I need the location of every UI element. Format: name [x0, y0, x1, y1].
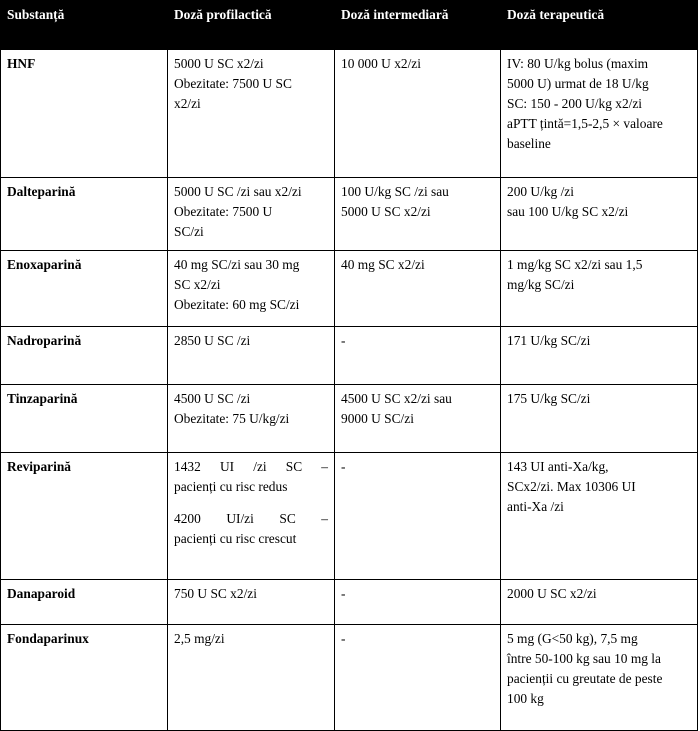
therapeutic-cell [501, 385, 698, 453]
cell-line: - [341, 459, 346, 474]
substance-cell: Tinzaparină [1, 385, 168, 453]
therapeutic-cell [501, 178, 698, 251]
prophylactic-cell [168, 453, 335, 580]
prophylactic-cell [168, 385, 335, 453]
therapeutic-cell [501, 625, 698, 731]
table-header [1, 1, 698, 50]
header-prophylactic-dose: Doză profilactică [168, 1, 335, 50]
cell-line: 200 U/kg /zi [507, 184, 574, 199]
cell-line: 2,5 mg/zi [174, 631, 225, 646]
therapeutic-cell [501, 50, 698, 178]
prophylactic-cell [168, 178, 335, 251]
substance-cell: Dalteparină [1, 178, 168, 251]
cell-line: x2/zi [174, 96, 201, 111]
therapeutic-cell [501, 327, 698, 385]
cell-line: 5000 U) urmat de 18 U/kg [507, 76, 649, 91]
cell-line: 175 U/kg SC/zi [507, 391, 591, 406]
header-substance: Substanță [1, 1, 168, 50]
cell-line: 40 mg SC x2/zi [341, 257, 425, 272]
table-row [1, 178, 698, 251]
cell-line: 2000 U SC x2/zi [507, 586, 597, 601]
cell-line: 9000 U SC/zi [341, 411, 414, 426]
substance-cell: Fondaparinux [1, 625, 168, 731]
table-row [1, 327, 698, 385]
therapeutic-cell [501, 251, 698, 327]
cell-line: - [341, 586, 346, 601]
cell-line: 5 mg (G<50 kg), 7,5 mg [507, 631, 638, 646]
header-row [1, 1, 698, 50]
cell-line: 5000 U SC /zi sau x2/zi [174, 184, 302, 199]
cell-line: 40 mg SC/zi sau 30 mg [174, 257, 300, 272]
intermediate-cell [335, 385, 501, 453]
paragraph-gap [174, 497, 328, 509]
cell-line: - [341, 631, 346, 646]
cell-line: 4500 U SC x2/zi sau [341, 391, 452, 406]
cell-line: sau 100 U/kg SC x2/zi [507, 204, 629, 219]
cell-line: 750 U SC x2/zi [174, 586, 257, 601]
table-row [1, 385, 698, 453]
cell-line: 4500 U SC /zi [174, 391, 251, 406]
cell-line: SC: 150 - 200 U/kg x2/zi [507, 96, 643, 111]
substance-cell: Enoxaparină [1, 251, 168, 327]
substance-cell: Reviparină [1, 453, 168, 580]
cell-line: pacienții cu greutate de peste [507, 671, 663, 686]
intermediate-cell [335, 178, 501, 251]
therapeutic-cell [501, 580, 698, 625]
cell-line: - [341, 333, 346, 348]
cell-line: mg/kg SC/zi [507, 277, 575, 292]
cell-line: Obezitate: 7500 U SC [174, 76, 292, 91]
intermediate-cell [335, 251, 501, 327]
table-row [1, 625, 698, 731]
table-row [1, 251, 698, 327]
cell-line: aPTT țintă=1,5-2,5 × valoare [507, 116, 663, 131]
cell-line: 143 UI anti-Xa/kg, [507, 459, 609, 474]
cell-line: pacienți cu risc redus [174, 479, 288, 494]
intermediate-cell [335, 580, 501, 625]
cell-line: SC/zi [174, 224, 204, 239]
cell-line: 2850 U SC /zi [174, 333, 251, 348]
therapeutic-cell [501, 453, 698, 580]
cell-line: IV: 80 U/kg bolus (maxim [507, 56, 649, 71]
intermediate-cell [335, 50, 501, 178]
prophylactic-cell [168, 327, 335, 385]
intermediate-cell [335, 327, 501, 385]
cell-line: pacienți cu risc crescut [174, 531, 297, 546]
substance-cell: Danaparoid [1, 580, 168, 625]
prophylactic-cell [168, 580, 335, 625]
cell-line: SCx2/zi. Max 10306 UI [507, 479, 636, 494]
intermediate-cell [335, 453, 501, 580]
prophylactic-cell [168, 251, 335, 327]
cell-line: Obezitate: 60 mg SC/zi [174, 297, 300, 312]
prophylactic-cell [168, 50, 335, 178]
cell-line: SC x2/zi [174, 277, 221, 292]
cell-line: 10 000 U x2/zi [341, 56, 421, 71]
cell-line: 171 U/kg SC/zi [507, 333, 591, 348]
cell-line: baseline [507, 136, 551, 151]
cell-line: 5000 U SC x2/zi [341, 204, 431, 219]
prophylactic-cell [168, 625, 335, 731]
cell-line: 4200 UI/zi SC – [174, 511, 328, 526]
cell-line: între 50-100 kg sau 10 mg la [507, 651, 661, 666]
cell-line: Obezitate: 7500 U [174, 204, 273, 219]
table-row [1, 580, 698, 625]
cell-line: Obezitate: 75 U/kg/zi [174, 411, 290, 426]
cell-line: anti-Xa /zi [507, 499, 564, 514]
cell-line: 100 kg [507, 691, 544, 706]
intermediate-cell [335, 625, 501, 731]
substance-cell: Nadroparină [1, 327, 168, 385]
header-therapeutic-dose: Doză terapeutică [501, 1, 698, 50]
cell-line: 5000 U SC x2/zi [174, 56, 264, 71]
cell-line: 1 mg/kg SC x2/zi sau 1,5 [507, 257, 643, 272]
header-intermediate-dose: Doză intermediară [335, 1, 501, 50]
table-body [1, 50, 698, 731]
cell-line: 1432 UI /zi SC – [174, 459, 328, 474]
substance-cell: HNF [1, 50, 168, 178]
table-row [1, 50, 698, 178]
table-row [1, 453, 698, 580]
cell-line: 100 U/kg SC /zi sau [341, 184, 449, 199]
